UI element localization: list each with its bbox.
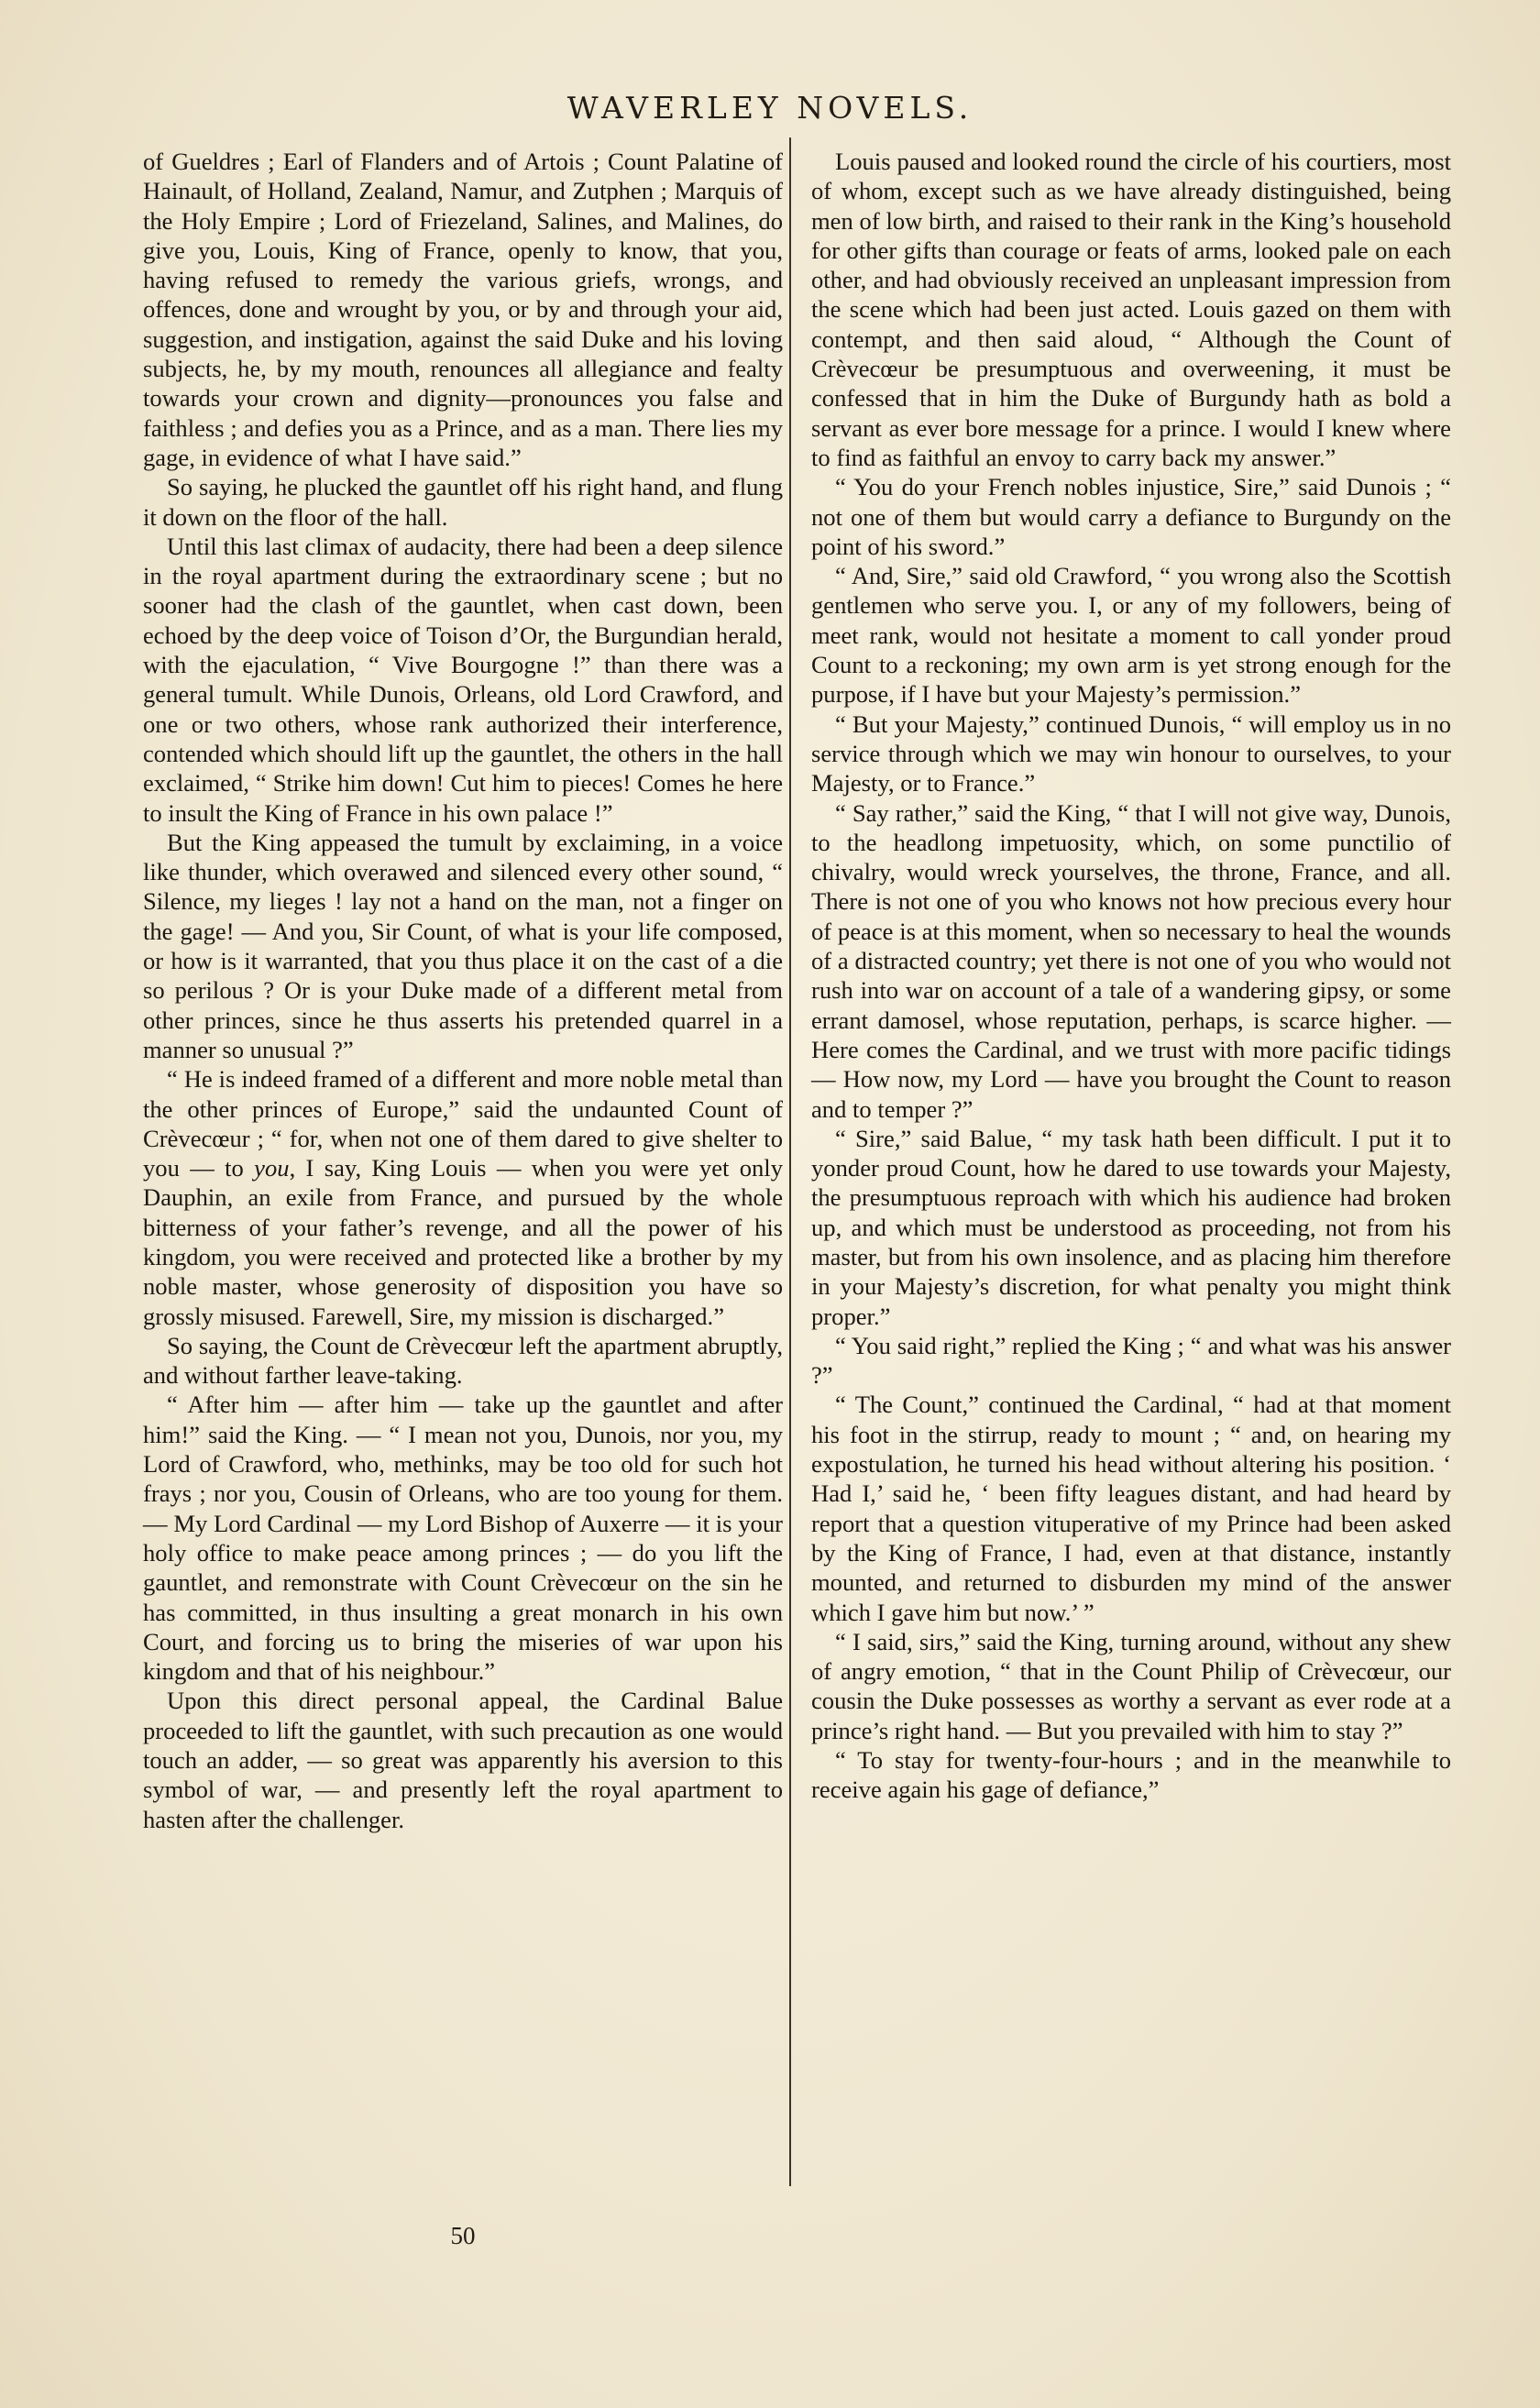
paragraph: Louis paused and looked round the circle of his courtiers, most of whom, except such as we have already distinguished, being men of low birth, and raised to their rank in the King’s household for other gifts than courage or feats of arms, looked pale on each other, and had obviously received an unpleasant impression from the scene which had been just acted. Louis gazed on them with contempt, and then said aloud, “ Although the Count of Crèvecœur be presumptuous and overweening, it must be confessed that in him the Duke of Burgundy hath as bold a servant as ever bore message for a prince. I would I knew where to find as faithful an envoy to carry back my answer.”: [811, 148, 1451, 471]
paragraph: Until this last climax of audacity, there had been a deep silence in the royal apartment during the extraordinary scene ; but no sooner had the clash of the gauntlet, when cast down, been echoed by the deep voice of Toison d’Or, the Burgundian herald, with the ejaculation, “ Vive Bourgogne !” than there was a general tumult. While Dunois, Orleans, old Lord Crawford, and one or two others, whose rank authorized their interference, contended which should lift up the gauntlet, the others in the hall exclaimed, “ Strike him down! Cut him to pieces! Comes he here to insult the King of France in his own palace !”: [143, 532, 783, 827]
column-rule: [789, 137, 791, 2186]
paragraph: “ Say rather,” said the King, “ that I will not give way, Dunois, to the headlong impetuosity, which, on some punctilio of chivalry, would wreck yourselves, the throne, France, and all. There is not one of you who knows not how precious every hour of peace is at this moment, when so necessary to heal the wounds of a distracted country; yet there is not one of you who would not rush into war on account of a tale of a wandering gipsy, or some errant damosel, whose reputation, perhaps, is scarce higher. — Here comes the Cardinal, and we trust with more pacific tidings — How now, my Lord — have you brought the Count to reason and to temper ?”: [811, 798, 1451, 1123]
emphasis-text: you: [254, 1154, 290, 1182]
paragraph: “ The Count,” continued the Cardinal, “ had at that moment his foot in the stirrup, ready to mount ; “ and, on hearing my expostulation, he turned his head without altering his position. ‘ Had I,’ said he, ‘ been fifty leagues distant, and had heard by report that a question vituperative of my Prince had been asked by the King of France, I had, even at that distance, instantly mounted, and returned to disburden my mind of the answer which I gave him but now.’ ”: [811, 1391, 1451, 1626]
paragraph: “ And, Sire,” said old Crawford, “ you wrong also the Scottish gentlemen who serve you. I, or any of my followers, being of meet rank, would not hesitate a moment to call yonder proud Count to a reckoning; my own arm is yet strong enough for the purpose, if I have but your Majesty’s permission.”: [811, 562, 1451, 709]
paragraph: of Gueldres ; Earl of Flanders and of Artois ; Count Palatine of Hainault, of Holland, Zealand, Namur, and Zutphen ; Marquis of the Holy Empire ; Lord of Friezeland, Salines, and Malines, do give you, Louis, King of France, openly to know, that you, having refused to remedy the various griefs, wrongs, and offences, done and wrought by you, or by and through your aid, suggestion, and instigation, against the said Duke and his loving subjects, he, by my mouth, renounces all allegiance and fealty towards your crown and dignity—pronounces you false and faithless ; and defies you as a Prince, and as a man. There lies my gage, in evidence of what I have said.”: [143, 148, 783, 471]
paragraph: “ I said, sirs,” said the King, turning around, without any shew of angry emotion, “ that in the Count Philip of Crèvecœur, our cousin the Duke possesses as worthy a servant as ever rode at a prince’s right hand. — But you prevailed with him to stay ?”: [811, 1627, 1451, 1744]
page-number: 50: [450, 2222, 476, 2249]
paragraph: “ To stay for twenty-four-hours ; and in the meanwhile to receive again his gage of defiance,”: [811, 1746, 1451, 1804]
paragraph-text: , I say, King Louis — when you were yet only Dauphin, an exile from France, and pursued by the whole bitterness of your father’s revenge, and all the power of his kingdom, you were received and protected like a brother by my noble master, whose generosity of disposition you have so grossly misused. Farewell, Sire, my mission is discharged.”: [143, 1154, 783, 1330]
paragraph: “ You do your French nobles injustice, Sire,” said Dunois ; “ not one of them but would carry a defiance to Burgundy on the point of his sword.”: [811, 473, 1451, 560]
paragraph: Upon this direct personal appeal, the Cardinal Balue proceeded to lift the gauntlet, with such precaution as one would touch an adder, — so great was apparently his aversion to this symbol of war, — and presently left the royal apartment to hasten after the challenger.: [143, 1687, 783, 1833]
paragraph: “ Sire,” said Balue, “ my task hath been difficult. I put it to yonder proud Count, how he dared to use towards your Majesty, the presumptuous reproach with which his audience had broken up, and which must be understood as proceeding, not from his master, but from his own insolence, and as placing him therefore in your Majesty’s discretion, for what penalty you might think proper.”: [811, 1124, 1451, 1330]
paragraph: [143, 1064, 783, 1331]
paragraph: “ After him — after him — take up the gauntlet and after him!” said the King. — “ I mean not you, Dunois, nor you, my Lord of Crawford, who, methinks, may be too old for such hot frays ; nor you, Cousin of Orleans, who are too young for them. — My Lord Cardinal — my Lord Bishop of Auxerre — it is your holy office to make peace among princes ; — do you lift the gauntlet, and remonstrate with Count Crèvecœur on the sin he has committed, in thus insulting a great monarch in his own Court, and forcing us to bring the miseries of war upon his kingdom and that of his neighbour.”: [143, 1391, 783, 1686]
paragraph: So saying, he plucked the gauntlet off his right hand, and flung it down on the floor of the hall.: [143, 473, 783, 531]
paragraph: “ You said right,” replied the King ; “ and what was his answer ?”: [811, 1331, 1451, 1390]
right-column: [811, 147, 1451, 1805]
paragraph-text: “ He is indeed framed of a different and more noble metal than the other princes of Europe,” said the undaunted Count of Crèvecœur ; “ for, when not one of them dared to give shelter to you — to: [143, 1065, 783, 1182]
running-head: WAVERLEY NOVELS.: [566, 90, 974, 126]
left-column: [143, 147, 783, 1834]
paragraph: So saying, the Count de Crèvecœur left the apartment abruptly, and without farther leave-taking.: [143, 1331, 783, 1390]
paragraph: “ But your Majesty,” continued Dunois, “ will employ us in no service through which we may win honour to ourselves, to your Majesty, or to France.”: [811, 709, 1451, 797]
paragraph: But the King appeased the tumult by exclaiming, in a voice like thunder, which overawed and silenced every other sound, “ Silence, my lieges ! lay not a hand on the man, not a finger on the gage! — And you, Sir Count, of what is your life composed, or how is it warranted, that you thus place it on the cast of a die so perilous ? Or is your Duke made of a different metal from other princes, since he thus asserts his pretended quarrel in a manner so unusual ?”: [143, 828, 783, 1063]
